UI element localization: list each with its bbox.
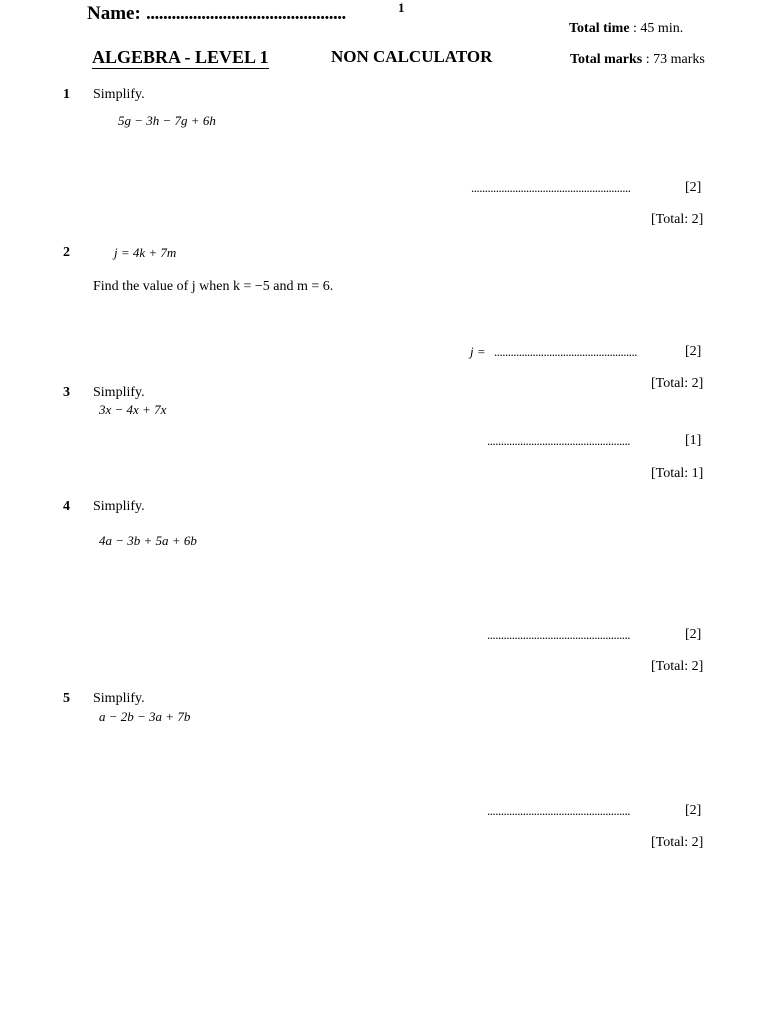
total-time — [569, 21, 683, 37]
question-2-answer-line[interactable]: .................................................... — [494, 344, 637, 359]
name-field-line[interactable]: ............................................... — [146, 3, 346, 24]
question-1-answer-line[interactable]: .......................................................... — [471, 180, 631, 195]
question-2-expression: j = 4k + 7m — [114, 245, 177, 260]
page-title: ALGEBRA - LEVEL 1 — [92, 47, 269, 67]
question-2-number: 2 — [63, 245, 70, 260]
question-2-answer-prefix: j = — [470, 344, 486, 359]
question-4-marks: [2] — [685, 627, 702, 642]
question-4-number: 4 — [63, 499, 70, 514]
page-number: 1 — [398, 0, 405, 15]
question-4-text: Simplify. — [93, 499, 145, 514]
question-2-marks: [2] — [685, 344, 702, 359]
question-5-answer-line[interactable]: .................................................... — [487, 803, 630, 818]
question-1-total: [Total: 2] — [651, 212, 704, 227]
question-3-total: [Total: 1] — [651, 466, 704, 481]
question-3-text: Simplify. — [93, 385, 145, 400]
question-5-number: 5 — [63, 691, 70, 706]
question-5-expression: a − 2b − 3a + 7b — [99, 709, 191, 724]
total-marks-value: : 73 marks — [642, 52, 705, 67]
question-3-expression: 3x − 4x + 7x — [99, 402, 167, 417]
question-4-total: [Total: 2] — [651, 659, 704, 674]
question-3-answer-line[interactable]: .................................................... — [487, 433, 630, 448]
question-5-marks: [2] — [685, 803, 702, 818]
question-2-text: Find the value of j when k = −5 and m = 6. — [93, 279, 334, 294]
question-4-answer-line[interactable]: .................................................... — [487, 627, 630, 642]
question-2-total: [Total: 2] — [651, 376, 704, 391]
question-1-text: Simplify. — [93, 87, 145, 102]
question-1-number: 1 — [63, 87, 70, 102]
question-4-expression: 4a − 3b + 5a + 6b — [99, 533, 197, 548]
total-marks-label: Total marks — [570, 52, 643, 67]
total-marks — [570, 52, 705, 68]
question-3-number: 3 — [63, 385, 70, 400]
question-1-marks: [2] — [685, 180, 702, 195]
total-time-label: Total time — [569, 21, 630, 36]
page-subtitle: NON CALCULATOR — [331, 47, 493, 66]
question-5-text: Simplify. — [93, 691, 145, 706]
question-3-marks: [1] — [685, 433, 702, 448]
question-5-total: [Total: 2] — [651, 835, 704, 850]
total-time-value: : 45 min. — [629, 21, 684, 36]
name-label: Name: — [87, 3, 141, 24]
question-1-expression: 5g − 3h − 7g + 6h — [118, 113, 216, 128]
